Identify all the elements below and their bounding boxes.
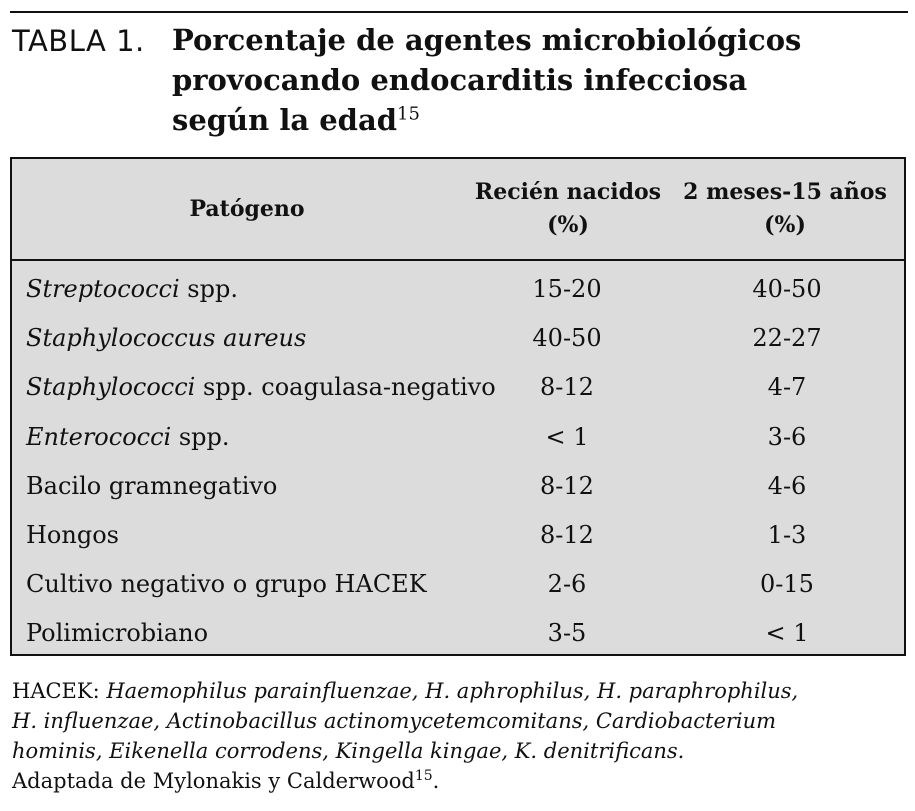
header-older-label: 2 meses-15 años (683, 179, 887, 205)
hacek-list-1: Haemophilus parainfluenzae, H. aphrophilus, H. paraphrophilus, (106, 679, 799, 703)
newborn-cell: 8-12 (540, 471, 594, 500)
table-row (12, 462, 904, 511)
pathogen-cell (26, 323, 306, 353)
table-row (12, 363, 904, 412)
newborn-cell: 8-12 (540, 520, 594, 549)
table-row (12, 314, 904, 363)
footnote-source (12, 766, 902, 796)
header-older-unit: (%) (764, 212, 806, 238)
older-cell: 40-50 (752, 275, 822, 303)
pathogen-cell (26, 471, 277, 501)
table-footnote (12, 676, 902, 796)
title-line-1: Porcentaje de agentes microbiológicos (172, 23, 802, 57)
title-line-3-text: según la edad (172, 103, 398, 137)
hacek-label: HACEK: (12, 679, 107, 703)
pathogen-cell (26, 274, 238, 304)
header-newborn (468, 176, 668, 242)
newborn-cell: 2-6 (547, 570, 587, 599)
title-line-2: provocando endocarditis infecciosa (172, 63, 748, 97)
table-row (12, 413, 904, 462)
title-line-3 (172, 100, 892, 140)
title-reference: 15 (397, 103, 420, 125)
older-cell: 1-3 (767, 520, 807, 549)
source-reference: 15 (414, 768, 433, 784)
pathogen-cell (26, 372, 496, 402)
older-cell: 4-6 (767, 471, 807, 500)
top-rule (10, 11, 908, 13)
newborn-cell: < 1 (545, 422, 589, 451)
hacek-list-2: H. influenzae, Actinobacillus actinomycetemcomitans, Cardiobacterium (12, 709, 777, 733)
data-table (10, 157, 906, 656)
newborn-cell: 8-12 (540, 373, 594, 402)
table-body (12, 265, 904, 659)
header-divider (12, 259, 904, 261)
pathogen-rest: Hongos (26, 520, 119, 549)
pathogen-rest: spp. coagulasa-negativo (195, 373, 496, 402)
pathogen-rest: Cultivo negativo o grupo HACEK (26, 570, 427, 599)
table-row (12, 609, 904, 658)
pathogen-cell (26, 618, 208, 648)
older-cell: < 1 (765, 619, 809, 648)
pathogen-rest: Bacilo gramnegativo (26, 471, 278, 500)
table-title (172, 20, 892, 140)
older-cell: 3-6 (767, 422, 807, 451)
pathogen-rest: spp. (171, 422, 230, 451)
hacek-list-3: hominis, Eikenella corrodens, Kingella kingae, K. denitrificans. (12, 739, 685, 763)
header-newborn-label: Recién nacidos (474, 179, 662, 205)
table-row (12, 511, 904, 560)
newborn-cell: 40-50 (532, 324, 602, 353)
older-cell: 4-7 (767, 373, 807, 402)
pathogen-italic: Staphylococci (26, 373, 196, 402)
table-header (12, 159, 904, 259)
older-cell: 22-27 (752, 324, 822, 353)
table-row (12, 560, 904, 609)
source-end: . (432, 769, 440, 793)
pathogen-rest: spp. (179, 275, 238, 303)
pathogen-italic: Enterococci (26, 422, 172, 451)
table-row (12, 265, 904, 314)
header-newborn-unit: (%) (547, 212, 589, 238)
footnote-line-3 (12, 736, 902, 766)
newborn-cell: 15-20 (532, 275, 602, 303)
older-cell: 0-15 (760, 570, 814, 599)
table-label: TABLA 1. (12, 24, 145, 58)
pathogen-cell (26, 520, 119, 550)
pathogen-italic: Staphylococcus aureus (26, 324, 307, 353)
header-pathogen: Patógeno (189, 196, 305, 222)
pathogen-cell (26, 569, 427, 599)
pathogen-rest: Polimicrobiano (26, 619, 209, 648)
footnote-line-1 (12, 676, 902, 706)
source-text: Adaptada de Mylonakis y Calderwood (12, 769, 415, 793)
header-older (680, 176, 890, 242)
pathogen-italic: Streptococci (26, 275, 180, 303)
pathogen-cell (26, 422, 230, 452)
newborn-cell: 3-5 (547, 619, 587, 648)
footnote-line-2 (12, 706, 902, 736)
